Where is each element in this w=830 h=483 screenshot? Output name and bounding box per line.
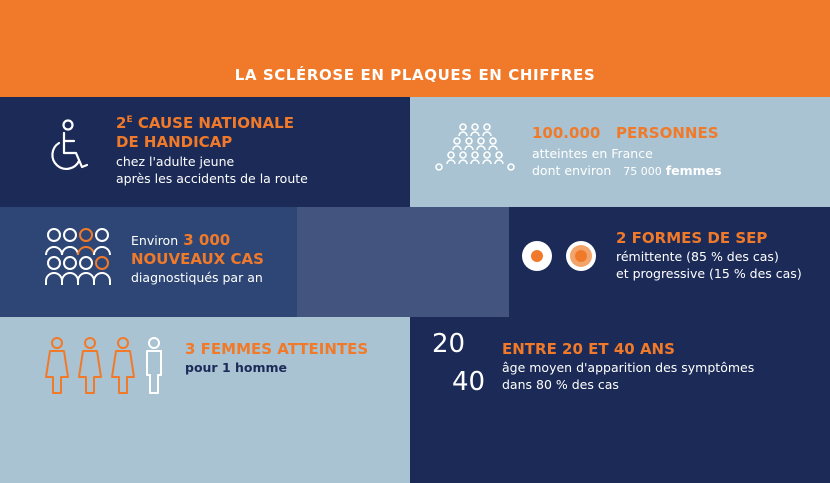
wheelchair-icon (46, 119, 92, 175)
nouveaux-cas-panel (0, 207, 297, 317)
personnes-line-1: atteintes en France (532, 146, 653, 161)
personnes-line-2-suffix: femmes (665, 163, 722, 178)
personnes-number: 100.000 (532, 124, 601, 142)
femmes-text (185, 340, 368, 376)
age-line-2: dans 80 % des cas (502, 377, 619, 392)
crowd-icon (430, 121, 520, 175)
handicap-body (116, 153, 308, 187)
handicap-line-1: chez l'adulte jeune (116, 154, 235, 169)
handicap-panel (0, 97, 410, 207)
page-title: LA SCLÉROSE EN PLAQUES EN CHIFFRES (234, 66, 596, 84)
handicap-heading (116, 111, 294, 152)
handicap-heading-2: DE HANDICAP (116, 133, 233, 151)
nouveaux-cas-label: NOUVEAUX CAS (131, 250, 264, 268)
group-icon (42, 225, 118, 291)
personnes-body (532, 145, 722, 180)
header-banner (0, 0, 830, 97)
personnes-panel (410, 97, 830, 207)
spacer-panel (297, 207, 509, 317)
handicap-rank-sup: E (126, 115, 133, 125)
age-panel (410, 317, 830, 483)
femmes-line: pour 1 homme (185, 360, 288, 375)
age-text (502, 340, 754, 393)
age-number-20: 20 (432, 329, 466, 359)
nouveaux-cas-line: diagnostiqués par an (131, 270, 263, 285)
formes-heading: 2 FORMES DE SEP (616, 229, 768, 247)
personnes-line-2-prefix: dont environ (532, 163, 612, 178)
personnes-label: PERSONNES (616, 124, 719, 142)
women-men-icon (42, 337, 168, 397)
nouveaux-cas-number: 3 000 (183, 231, 231, 249)
age-number-40: 40 (452, 367, 486, 397)
personnes-line-2 (532, 162, 722, 180)
age-heading: ENTRE 20 ET 40 ANS (502, 340, 675, 358)
formes-line-2: et progressive (15 % des cas) (616, 266, 802, 281)
femmes-heading: 3 FEMMES ATTEINTES (185, 340, 369, 358)
sep-forms-icon (519, 238, 601, 274)
personnes-heading (532, 124, 719, 143)
nouveaux-cas-prefix: Environ (131, 233, 179, 248)
handicap-line-2: après les accidents de la route (116, 171, 308, 186)
handicap-heading-1: CAUSE NATIONALE (137, 114, 294, 132)
personnes-line-2-number: 75 000 (623, 165, 662, 178)
femmes-panel (0, 317, 410, 483)
formes-line-1: rémittente (85 % des cas) (616, 249, 779, 264)
nouveaux-cas-heading (131, 230, 264, 286)
formes-panel (509, 207, 830, 317)
age-line-1: âge moyen d'apparition des symptômes (502, 360, 755, 375)
formes-text (616, 229, 802, 282)
handicap-rank: 2 (116, 114, 127, 132)
